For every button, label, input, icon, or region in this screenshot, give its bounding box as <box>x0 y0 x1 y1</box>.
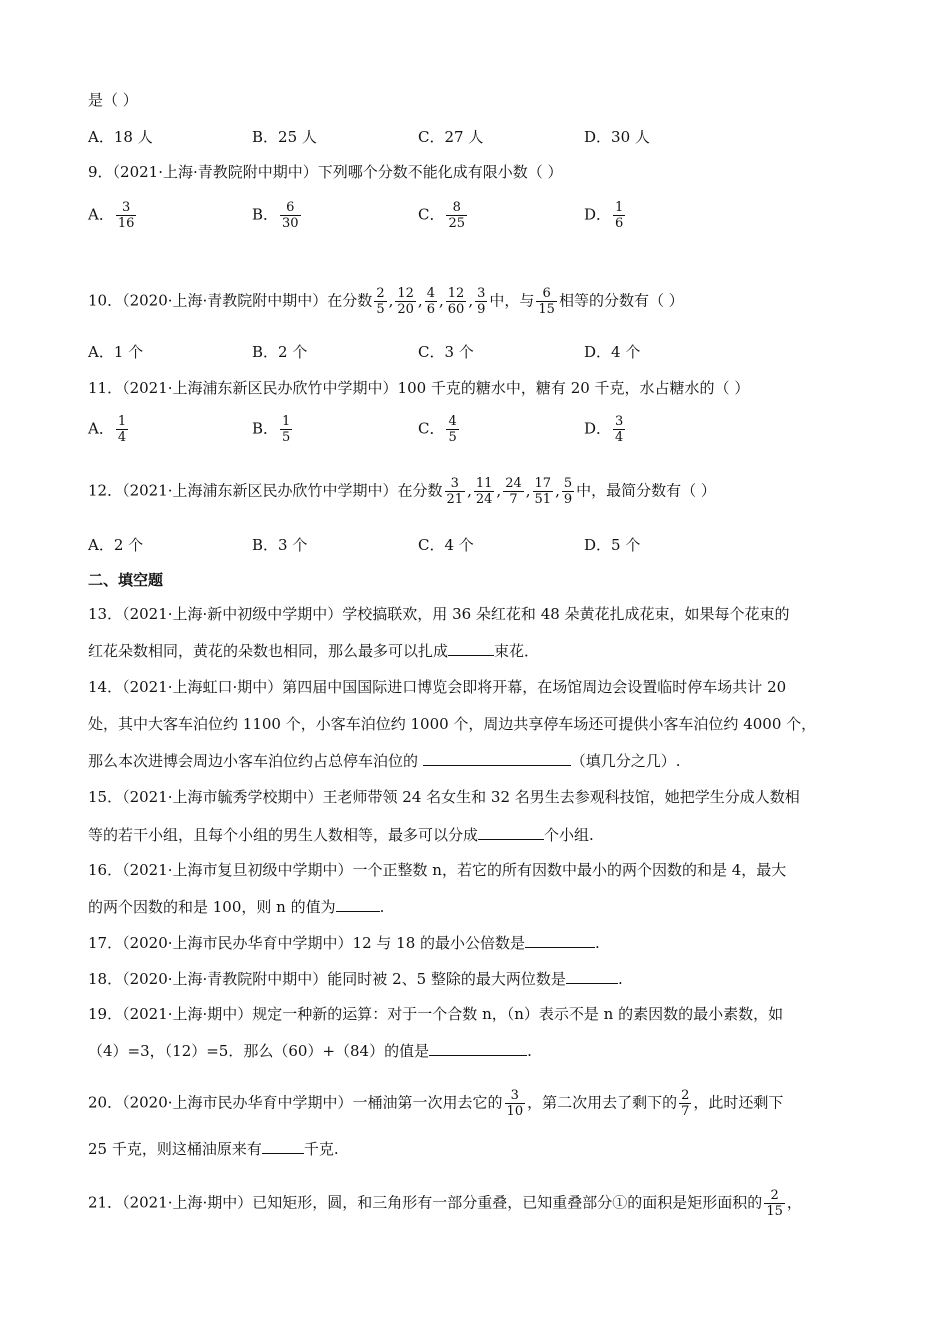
q15-line1: 15．（2021·上海市毓秀学校期中）王老师带领 24 名女生和 32 名男生去参观科技馆，她把学生分成人数相 <box>88 788 800 806</box>
option-label: A． <box>88 205 114 224</box>
denominator: 5 <box>376 302 385 317</box>
q10-option-b[interactable]: B．2 个 <box>252 343 308 361</box>
numerator: 3 <box>477 286 486 301</box>
q11-option-b[interactable] <box>252 414 294 445</box>
denominator: 60 <box>447 302 465 317</box>
q19-answer-blank[interactable] <box>429 1041 527 1056</box>
q20-line2 <box>88 1139 339 1159</box>
denominator: 30 <box>282 216 299 231</box>
q12-option-b[interactable]: B．3 个 <box>252 536 308 554</box>
numerator: 3 <box>510 1088 519 1103</box>
fraction <box>395 286 416 317</box>
q18-text-a: 18．（2020·上海·青教院附中期中）能同时被 2、5 整除的最大两位数是 <box>88 970 566 988</box>
denominator: 9 <box>563 492 573 507</box>
denominator: 5 <box>448 430 457 445</box>
numerator: 6 <box>286 200 295 215</box>
denominator: 24 <box>475 492 493 507</box>
fraction <box>425 286 437 317</box>
q12-suffix: 中，最简分数有（ ） <box>576 481 716 500</box>
numerator: 8 <box>452 200 461 215</box>
q18-text-b: . <box>617 970 623 988</box>
numerator: 2 <box>681 1088 690 1103</box>
q20-text-d: 25 千克，则这桶油原来有 <box>88 1140 262 1158</box>
section-heading-fill-in: 二、填空题 <box>88 571 164 589</box>
denominator: 7 <box>503 491 524 507</box>
denominator: 16 <box>117 216 135 231</box>
fraction <box>280 200 301 231</box>
option-label: D． <box>584 419 612 438</box>
q19-line1: 19．（2021·上海·期中）规定一种新的运算：对于一个合数 n，（n）表示不是 n 的素因数的最小素数，如 <box>88 1005 784 1023</box>
q14-text-a: 那么本次进博会周边小客车泊位约占总停车泊位的 <box>88 752 423 770</box>
numerator: 12 <box>397 286 414 301</box>
q10-middle: 中，与 <box>489 291 535 310</box>
q10-option-d[interactable]: D．4 个 <box>584 343 641 361</box>
numerator: 4 <box>426 286 435 301</box>
q10-prefix: 10．（2020·上海·青教院附中期中）在分数 <box>88 291 373 310</box>
q13-line1: 13．（2021·上海·新中初级中学期中）学校搞联欢，用 36 朵红花和 48 朵黄花扎成花束，如果每个花束的 <box>88 605 790 623</box>
denominator: 10 <box>506 1104 524 1119</box>
q9-option-a[interactable] <box>88 200 138 231</box>
q14-line1: 14．（2021·上海虹口·期中）第四届中国国际进口博览会即将开幕，在场馆周边会设置临时停车场共计 20 <box>88 678 787 696</box>
q16-answer-blank[interactable] <box>336 897 380 912</box>
fraction <box>764 1188 785 1219</box>
q10-option-a[interactable]: A．1 个 <box>88 343 144 361</box>
fraction <box>475 286 487 317</box>
q14-line2: 处，其中大客车泊位约 1100 个，小客车泊位约 1000 个，周边共享停车场还可提供小客车泊位约 4000 个， <box>88 715 817 733</box>
fraction <box>116 200 137 231</box>
denominator: 9 <box>477 302 486 317</box>
q19-text-b: . <box>527 1042 532 1060</box>
fraction <box>505 1088 526 1119</box>
q16-line1: 16．（2021·上海市复旦初级中学期中）一个正整数 n，若它的所有因数中最小的两个因数的和是 4，最大 <box>88 861 787 879</box>
fraction <box>613 414 625 445</box>
q8-option-c[interactable]: C．27 人 <box>418 128 484 146</box>
numerator: 1 <box>615 200 624 215</box>
q19-text-a: （4）=3，（12）=5．那么（60）+（84）的值是 <box>88 1042 430 1060</box>
fraction <box>445 476 466 507</box>
denominator: 6 <box>426 302 435 317</box>
q17-text-b: . <box>595 934 600 952</box>
fraction <box>374 286 386 317</box>
q12-option-d[interactable]: D．5 个 <box>584 536 641 554</box>
numerator: 1 <box>117 414 127 429</box>
q21-line1 <box>88 1188 802 1219</box>
option-label: C． <box>418 205 445 224</box>
q11-option-c[interactable] <box>418 414 461 445</box>
q17-answer-blank[interactable] <box>525 933 595 948</box>
fraction <box>533 476 554 507</box>
q15-line2 <box>88 825 594 845</box>
denominator: 6 <box>615 216 624 231</box>
denominator: 25 <box>448 216 466 231</box>
q13-text-a: 红花朵数相同，黄花的朵数也相同，那么最多可以扎成 <box>88 642 449 660</box>
fraction <box>446 200 467 231</box>
option-label: A． <box>88 419 114 438</box>
q19-line2 <box>88 1041 532 1061</box>
q13-answer-blank[interactable] <box>448 641 494 656</box>
numerator: 2 <box>770 1188 779 1203</box>
q11-text: 11．（2021·上海浦东新区民办欣竹中学期中）100 千克的糖水中，糖有 20 千克，水占糖水的（ ） <box>88 379 750 397</box>
denominator: 4 <box>615 430 624 445</box>
q20-text-c: ，此时还剩下 <box>693 1093 784 1112</box>
numerator: 3 <box>121 200 131 215</box>
q10-option-c[interactable]: C．3 个 <box>418 343 474 361</box>
q11-option-d[interactable] <box>584 414 627 445</box>
q16-text-b: . <box>379 898 385 916</box>
fraction <box>474 476 495 507</box>
numerator: 24 <box>505 476 522 491</box>
denominator: 5 <box>282 430 291 445</box>
q10-suffix: 相等的分数有（ ） <box>558 291 684 310</box>
q9-option-d[interactable] <box>584 200 627 231</box>
numerator: 6 <box>542 286 551 301</box>
q14-answer-blank[interactable] <box>423 751 571 766</box>
q12-text: 12．（2021·上海浦东新区民办欣竹中学期中）在分数 $\frac{3}{21}$ , $\frac{11}{24}$ , $\frac{24}{7}$ , $\frac{17}{51}$ , $\frac{5}{9}$ 中，最简分数有（ ） <box>88 476 716 507</box>
denominator: 4 <box>117 430 127 445</box>
denominator: 51 <box>534 492 552 507</box>
fraction <box>280 414 292 445</box>
numerator: 5 <box>563 476 573 491</box>
denominator: 15 <box>766 1204 783 1219</box>
numerator: 3 <box>450 476 459 491</box>
q9-option-b[interactable] <box>252 200 303 231</box>
q8-option-a[interactable]: A．18 人 <box>88 128 153 146</box>
q8-option-d[interactable]: D．30 人 <box>584 128 650 146</box>
q12-option-c[interactable]: C．4 个 <box>418 536 474 554</box>
q8-tail: 是（ ） <box>88 91 138 109</box>
q12-prefix: 12．（2021·上海浦东新区民办欣竹中学期中）在分数 <box>88 481 443 500</box>
q11-option-a[interactable] <box>88 414 130 445</box>
q14-text-b: （填几分之几）. <box>570 752 681 770</box>
q18-line <box>88 969 623 989</box>
fraction <box>446 286 467 317</box>
q16-line2 <box>88 897 384 917</box>
q14-line3 <box>88 751 681 771</box>
q21-text-b: ， <box>786 1193 802 1212</box>
fraction <box>503 476 524 507</box>
q20-text-b: ，第二次用去了剩下的 <box>527 1093 678 1112</box>
q12-option-a[interactable]: A．2 个 <box>88 536 144 554</box>
q16-text-a: 的两个因数的和是 100，则 n 的值为 <box>88 898 336 916</box>
q20-line1 <box>88 1088 783 1119</box>
q15-text-b: 个小组. <box>544 826 594 844</box>
q8-option-b[interactable]: B．25 人 <box>252 128 317 146</box>
q9-option-c[interactable] <box>418 200 469 231</box>
q18-answer-blank[interactable] <box>566 969 618 984</box>
q17-text-a: 17．（2020·上海市民办华育中学期中）12 与 18 的最小公倍数是 <box>88 934 526 952</box>
numerator: 4 <box>448 414 457 429</box>
numerator: 2 <box>376 286 385 301</box>
option-label: B． <box>252 205 279 224</box>
q21-text-a: 21．（2021·上海·期中）已知矩形，圆，和三角形有一部分重叠，已知重叠部分①的面积是矩形面积的 <box>88 1193 763 1212</box>
fraction <box>116 414 128 445</box>
fraction <box>679 1088 691 1119</box>
numerator: 3 <box>615 414 624 429</box>
option-label: B． <box>252 419 279 438</box>
denominator: 7 <box>681 1104 690 1119</box>
option-label: D． <box>584 205 612 224</box>
denominator: 20 <box>397 302 414 317</box>
q13-text-b: 束花． <box>494 642 540 660</box>
denominator: 15 <box>538 302 555 317</box>
q20-text-e: 千克. <box>303 1140 339 1158</box>
fraction <box>446 414 458 445</box>
q9-text: 9．（2021·上海·青教院附中期中）下列哪个分数不能化成有限小数（ ） <box>88 163 563 181</box>
q17-line <box>88 933 600 953</box>
q10-text: 10．（2020·上海·青教院附中期中）在分数 $\frac{2}{5}$ , $\frac{12}{20}$ , $\frac{4}{6}$ , $\frac{12}{60}$ , $\frac{3}{9}$ 中，与 $\frac{6}{15}$ 相等的分数有（ ） <box>88 286 684 317</box>
q15-answer-blank[interactable] <box>478 825 544 840</box>
numerator: 11 <box>475 476 493 491</box>
fraction <box>536 286 557 317</box>
fraction <box>613 200 625 231</box>
numerator: 1 <box>282 414 291 429</box>
option-label: C． <box>418 419 445 438</box>
fraction <box>562 476 574 507</box>
numerator: 17 <box>534 476 552 491</box>
q20-answer-blank[interactable] <box>262 1139 304 1154</box>
q13-line2 <box>88 641 539 661</box>
numerator: 12 <box>447 286 465 301</box>
q20-text-a: 20．（2020·上海市民办华育中学期中）一桶油第一次用去它的 <box>88 1093 503 1112</box>
q15-text-a: 等的若干小组，且每个小组的男生人数相等，最多可以分成 <box>88 826 479 844</box>
denominator: 21 <box>446 492 464 507</box>
